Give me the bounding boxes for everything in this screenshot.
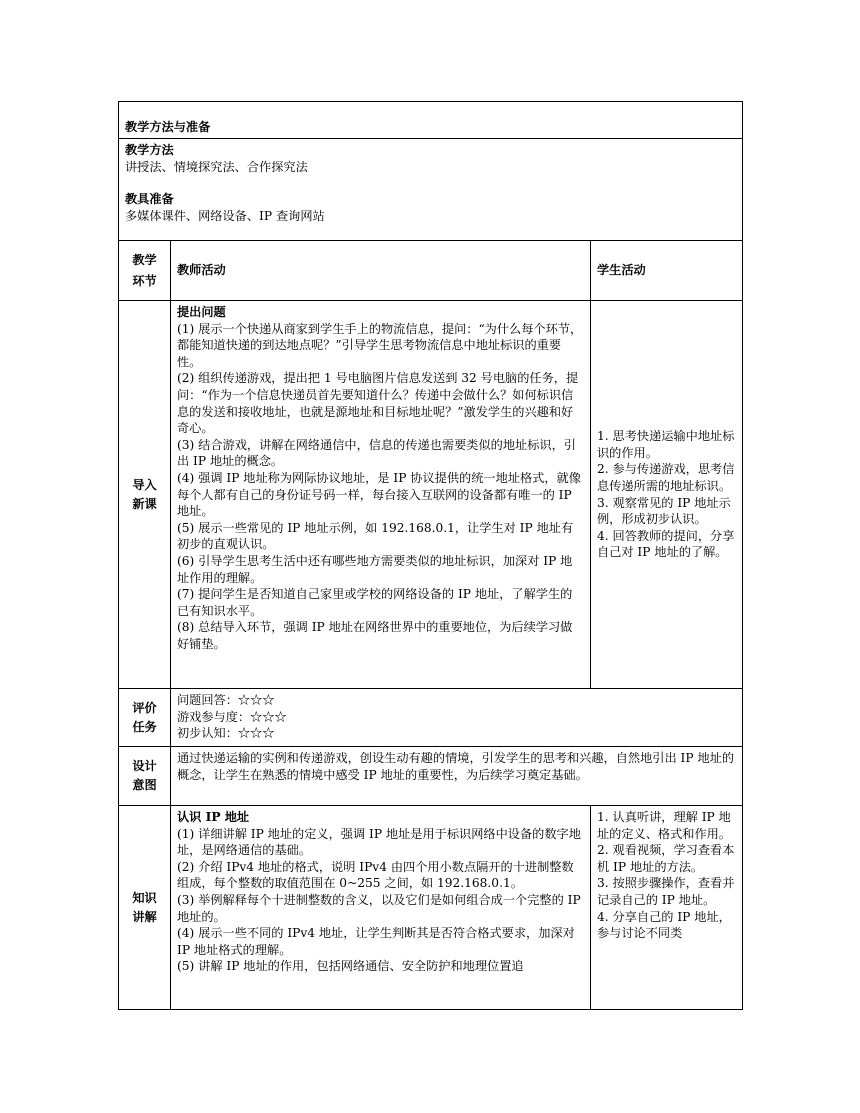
section-title-row [119, 102, 743, 139]
knowledge-student-item: 4. 分享自己的 IP 地址，参与讨论不同类 [597, 909, 731, 941]
intro-item: (3) 结合游戏，讲解在网络通信中，信息的传递也需要类似的地址标识，引出 IP 地址的概念。 [177, 437, 576, 469]
evaluation-row [119, 689, 743, 747]
intro-item: (8) 总结导入环节，强调 IP 地址在网络世界中的重要地位，为后续学习做好铺垫。 [177, 620, 573, 651]
design-stage-line2: 意图 [132, 778, 157, 792]
header-student: 学生活动 [591, 241, 743, 301]
lesson-plan-table [118, 101, 743, 1010]
intro-student-item: 4. 回答教师的提问，分享自己对 IP 地址的了解。 [597, 528, 735, 560]
evaluation-item: 问题回答：☆☆☆ [177, 693, 275, 707]
intro-item: (4) 强调 IP 地址称为网际协议地址，是 IP 协议提供的统一地址格式，就像每个人都有自己的身份证号码一样，每台接入互联网的设备都有唯一的 IP 地址。 [177, 470, 581, 519]
evaluation-item: 初步认知：☆☆☆ [177, 726, 275, 741]
knowledge-student-item: 2. 观看视频，学习查看本机 IP 地址的方法。 [597, 843, 735, 874]
knowledge-student-cell [591, 806, 743, 1010]
intro-stage-line1: 导入 [132, 477, 157, 492]
intro-row [119, 301, 743, 689]
knowledge-student-item: 3. 按照步骤操作，查看并记录自己的 IP 地址。 [597, 876, 735, 907]
intro-item: (6) 引导学生思考生活中还有哪些地方需要类似的地址标识，加深对 IP 地址作用的理解。 [177, 553, 573, 585]
knowledge-stage-line2: 讲解 [132, 909, 157, 924]
section-title: 教学方法与准备 [119, 102, 743, 139]
methods-heading: 教学方法 [125, 143, 174, 157]
knowledge-row [119, 806, 743, 1010]
evaluation-cell [171, 689, 743, 747]
intro-teacher-cell [171, 301, 591, 689]
design-stage-line1: 设计 [132, 759, 157, 773]
knowledge-item: (3) 举例解释每个十进制整数的含义，以及它们是如何组合成一个完整的 IP 地址的。 [177, 892, 581, 924]
knowledge-item: (2) 介绍 IPv4 地址的格式，说明 IPv4 由四个用小数点隔开的十进制整数组成，每个整数的取值范围在 0~255 之间，如 192.168.0.1。 [177, 859, 574, 891]
design-stage [119, 747, 171, 806]
knowledge-student-item: 1. 认真听讲，理解 IP 地址的定义、格式和作用。 [597, 810, 732, 841]
header-teacher: 教师活动 [171, 241, 591, 301]
intro-student-item: 2. 参与传递游戏，思考信息传递所需的地址标识。 [597, 462, 735, 493]
methods-row [119, 139, 743, 241]
header-stage-line1: 教学 [132, 252, 157, 267]
knowledge-item: (1) 详细讲解 IP 地址的定义，强调 IP 地址是用于标识网络中设备的数字地址，是网络通信的基础。 [177, 826, 581, 858]
evaluation-stage-line1: 评价 [132, 700, 157, 715]
intro-student-item: 1. 思考快递运输中地址标识的作用。 [597, 429, 735, 460]
intro-item: (1) 展示一个快递从商家到学生手上的物流信息，提问：“为什么每个环节，都能知道快递的到达地点呢？”引导学生思考物流信息中地址标识的重要性。 [177, 321, 583, 369]
design-cell: 通过快递运输的实例和传递游戏，创设生动有趣的情境，引发学生的思考和兴趣，自然地引出 IP 地址的概念，让学生在熟悉的情境中感受 IP 地址的重要性，为后续学习奠定基础。 [171, 747, 743, 806]
knowledge-item: (5) 讲解 IP 地址的作用，包括网络通信、安全防护和地理位置追 [177, 959, 524, 974]
header-stage [119, 241, 171, 301]
knowledge-stage [119, 806, 171, 1010]
evaluation-stage [119, 689, 171, 747]
header-stage-line2: 环节 [132, 273, 157, 288]
tools-text: 多媒体课件、网络设备、IP 查询网站 [125, 208, 325, 223]
intro-title: 提出问题 [177, 305, 226, 319]
knowledge-item: (4) 展示一些不同的 IPv4 地址，让学生判断其是否符合格式要求，加深对 IP 地址格式的理解。 [177, 926, 575, 957]
evaluation-item: 游戏参与度：☆☆☆ [177, 709, 287, 724]
knowledge-teacher-cell [171, 806, 591, 1010]
intro-item: (5) 展示一些常见的 IP 地址示例，如 192.168.0.1，让学生对 IP 地址有初步的直观认识。 [177, 520, 574, 552]
knowledge-stage-line1: 知识 [132, 890, 157, 905]
intro-stage [119, 301, 171, 689]
intro-student-item: 3. 观察常见的 IP 地址示例，形成初步认识。 [597, 495, 731, 527]
intro-item: (7) 提问学生是否知道自己家里或学校的网络设备的 IP 地址，了解学生的已有知识水平。 [177, 587, 573, 618]
intro-student-cell [591, 301, 743, 689]
design-row [119, 747, 743, 806]
methods-cell [119, 139, 743, 241]
tools-heading: 教具准备 [125, 192, 174, 207]
evaluation-stage-line2: 任务 [132, 719, 157, 734]
methods-text: 讲授法、情境探究法、合作探究法 [125, 159, 308, 174]
header-row [119, 241, 743, 301]
intro-item: (2) 组织传递游戏，提出把 1 号电脑图片信息发送到 32 号电脑的任务，提问：“作为一个信息快递员首先要知道什么？传递中会做什么？如何标识信息的发送和接收地址，也就是源地址和目标地址呢？”激发学生的兴趣和好奇心。 [177, 371, 579, 436]
knowledge-title: 认识 IP 地址 [177, 810, 250, 824]
intro-stage-line2: 新课 [132, 496, 157, 511]
